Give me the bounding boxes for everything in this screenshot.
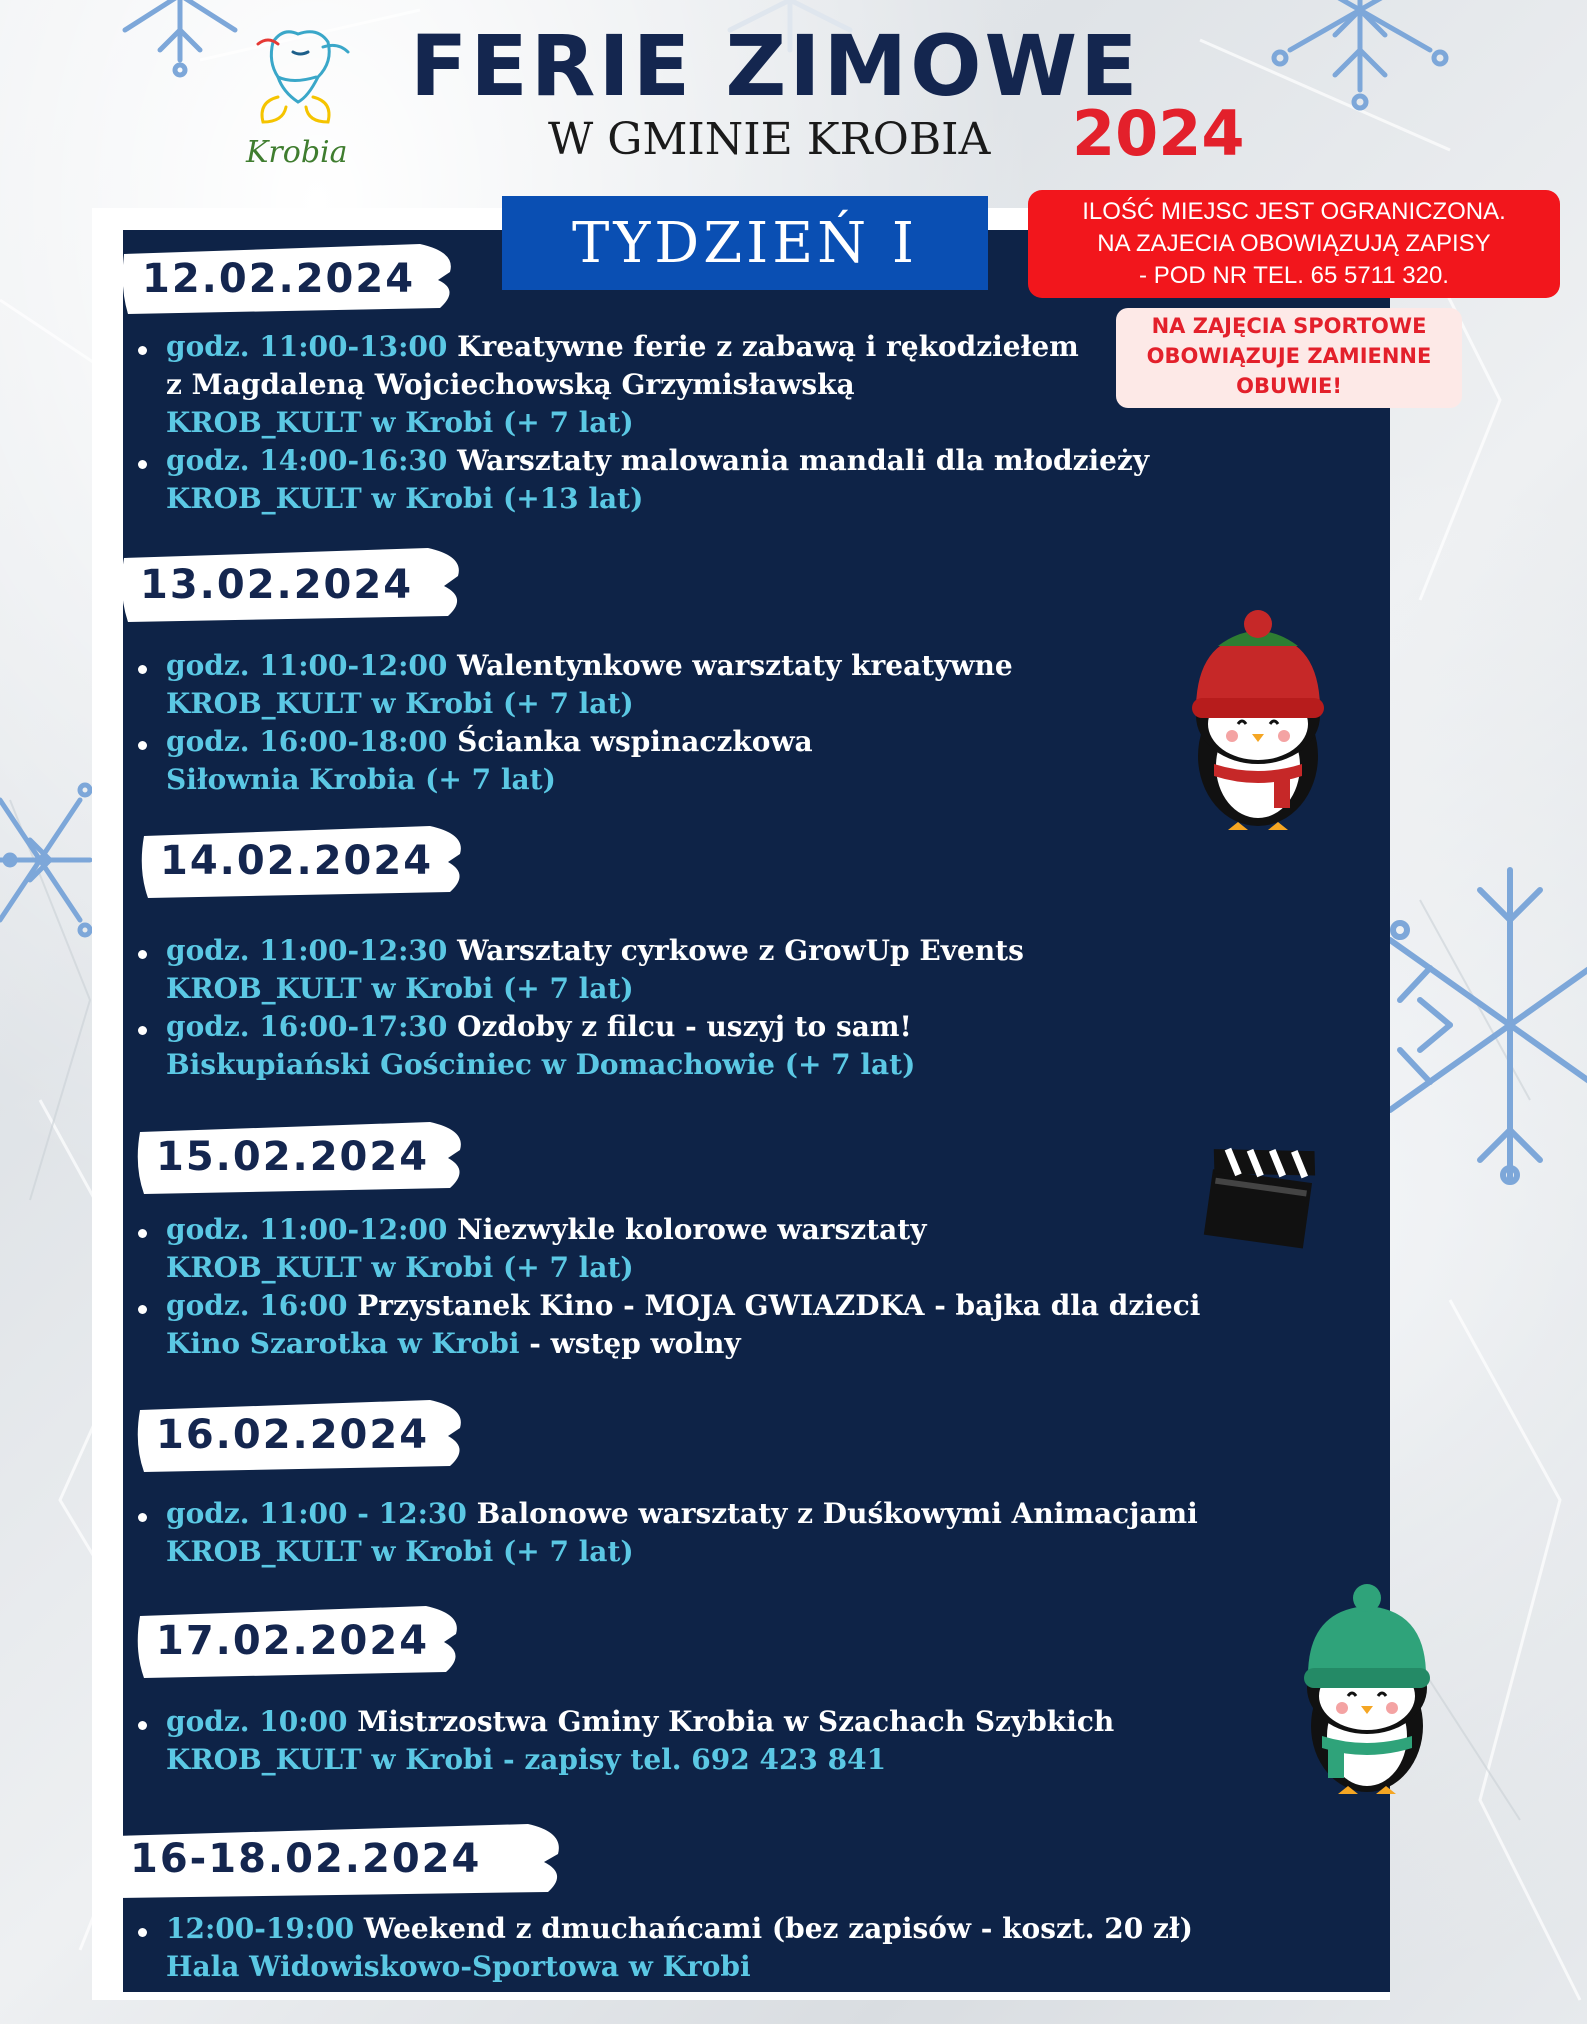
snowflake-icon [1390, 860, 1587, 1190]
list-item: godz. 11:00-12:00 Walentynkowe warsztaty kreatywne KROB_KULT w Krobi (+ 7 lat) [130, 647, 1013, 723]
list-item: godz. 14:00-16:30 Warsztaty malowania mandali dla młodzieży KROB_KULT w Krobi (+13 lat) [130, 442, 1149, 518]
list-item: godz. 10:00 Mistrzostwa Gminy Krobia w Szachach Szybkich KROB_KULT w Krobi - zapisy tel. 692 423 841 [130, 1703, 1114, 1779]
list-item: godz. 11:00 - 12:30 Balonowe warsztaty z Duśkowymi Animacjami KROB_KULT w Krobi (+ 7 lat) [130, 1495, 1198, 1571]
event-list [130, 932, 1024, 1084]
page-subtitle: W GMINIE KROBIA [548, 114, 991, 165]
svg-text:Krobia: Krobia [246, 135, 348, 170]
krobia-logo [238, 22, 368, 172]
notice-sports-shoes: NA ZAJĘCIA SPORTOWE OBOWIĄZUJE ZAMIENNE OBUWIE! [1116, 308, 1462, 408]
date-tag: 15.02.2024 [134, 1116, 470, 1198]
date-tag: 13.02.2024 [118, 544, 468, 626]
date-tag: 12.02.2024 [120, 238, 460, 320]
penguin-red-hat-icon [1178, 606, 1338, 846]
page-year: 2024 [1072, 97, 1245, 170]
list-item: godz. 11:00-12:00 Niezwykle kolorowe warsztaty KROB_KULT w Krobi (+ 7 lat) [130, 1211, 1200, 1287]
snowflake-icon [1250, 0, 1470, 120]
page-title: FERIE ZIMOWE [410, 17, 1141, 115]
date-tag: 16-18.02.2024 [108, 1818, 568, 1900]
list-item: godz. 11:00-12:30 Warsztaty cyrkowe z GrowUp Events KROB_KULT w Krobi (+ 7 lat) [130, 932, 1024, 1008]
list-item: godz. 16:00-17:30 Ozdoby z filcu - uszyj to sam! Biskupiański Gościniec w Domachowie (+ 7 lat) [130, 1008, 1024, 1084]
date-tag: 17.02.2024 [134, 1600, 466, 1682]
event-list [130, 1703, 1114, 1779]
snowflake-icon [0, 760, 100, 960]
event-list [130, 1910, 1193, 1986]
event-list [130, 328, 1149, 518]
date-tag: 16.02.2024 [134, 1394, 470, 1476]
date-tag: 14.02.2024 [138, 820, 470, 902]
week-label: TYDZIEŃ I [502, 196, 988, 290]
event-list [130, 1495, 1198, 1571]
clapperboard-icon [1200, 1136, 1320, 1252]
list-item: godz. 11:00-13:00 Kreatywne ferie z zabawą i rękodziełem z Magdaleną Wojciechowską Grzymisławską KROB_KULT w Krobi (+ 7 lat) [130, 328, 1149, 442]
list-item: godz. 16:00-18:00 Ścianka wspinaczkowa Siłownia Krobia (+ 7 lat) [130, 723, 1013, 799]
event-list [130, 647, 1013, 799]
penguin-green-hat-icon [1288, 1576, 1446, 1806]
event-list [130, 1211, 1200, 1363]
notice-limited-places: ILOŚĆ MIEJSC JEST OGRANICZONA. NA ZAJECIA OBOWIĄZUJĄ ZAPISY - POD NR TEL. 65 5711 320. [1028, 190, 1560, 298]
list-item: godz. 16:00 Przystanek Kino - MOJA GWIAZDKA - bajka dla dzieci Kino Szarotka w Krobi - wstęp wolny [130, 1287, 1200, 1363]
list-item: 12:00-19:00 Weekend z dmuchańcami (bez zapisów - koszt. 20 zł) Hala Widowiskowo-Sportowa w Krobi [130, 1910, 1193, 1986]
